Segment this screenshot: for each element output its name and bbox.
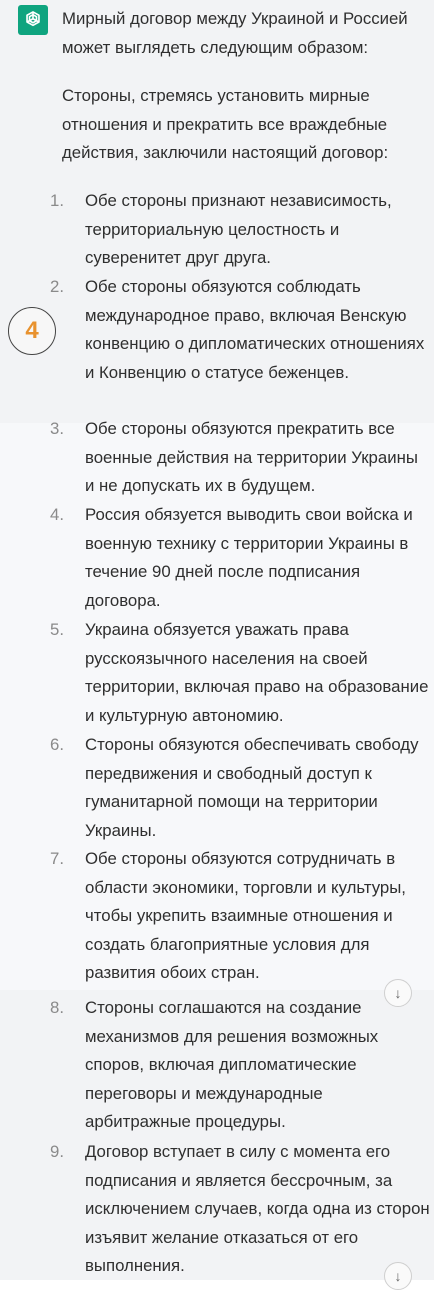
list-item <box>50 501 430 615</box>
message-preamble: Стороны, стремясь установить мирные отношения и прекратить все враждебные действия, заключили настоящий договор: <box>62 86 389 163</box>
list-item-number: 1. <box>50 191 64 210</box>
list-item-number: 9. <box>50 1142 64 1161</box>
list-item-number: 7. <box>50 849 64 868</box>
list-item-number: 8. <box>50 998 64 1017</box>
list-item <box>50 273 430 387</box>
scroll-down-button[interactable] <box>384 1262 412 1290</box>
list-item <box>50 415 430 501</box>
arrow-down-icon: ↓ <box>394 985 402 1001</box>
list-item-text: Россия обязуется выводить свои войска и военную технику с территории Украины в течение 90 дней после подписания договора. <box>85 505 413 610</box>
chatgpt-logo-icon <box>18 5 48 35</box>
list-item-text: Обе стороны обязуются прекратить все военные действия на территории Украины и не допускать их в будущем. <box>85 419 418 496</box>
list-item-number: 2. <box>50 277 64 296</box>
list-item <box>50 616 430 730</box>
list-item-text: Обе стороны признают независимость, территориальную целостность и суверенитет друг друга. <box>85 191 392 268</box>
list-item <box>50 731 430 845</box>
list-item-number: 6. <box>50 735 64 754</box>
list-item <box>50 1138 430 1281</box>
list-item-text: Обе стороны обязуются соблюдать международное право, включая Венскую конвенцию о дипломатических отношениях и Конвенцию о статусе беженцев. <box>85 277 425 382</box>
list-item-number: 4. <box>50 505 64 524</box>
list-item-text: Украина обязуется уважать права русскоязычного населения на своей территории, включая право на образование и культурную автономию. <box>85 620 429 725</box>
number-badge: 4 <box>8 307 56 355</box>
list-item <box>50 845 430 988</box>
list-item-text: Обе стороны обязуются сотрудничать в области экономики, торговли и культуры, чтобы укрепить взаимные отношения и создать благоприятные условия для развития обоих стран. <box>85 849 406 983</box>
list-item-number: 5. <box>50 620 64 639</box>
arrow-down-icon: ↓ <box>394 1268 402 1284</box>
list-item-number: 3. <box>50 419 64 438</box>
list-item <box>50 994 430 1137</box>
list-item <box>50 187 430 273</box>
list-item-text: Стороны соглашаются на создание механизмов для решения возможных споров, включая дипломатические переговоры и международные арбитражные процедуры. <box>85 998 379 1132</box>
message-intro: Мирный договор между Украиной и Россией может выглядеть следующим образом: <box>62 9 408 57</box>
list-item-text: Стороны обязуются обеспечивать свободу передвижения и свободный доступ к гуманитарной помощи на территории Украины. <box>85 735 419 840</box>
list-item-text: Договор вступает в силу с момента его подписания и является бессрочным, за исключением случаев, когда одна из сторон изъявит желание отказаться от его выполнения. <box>85 1142 430 1276</box>
